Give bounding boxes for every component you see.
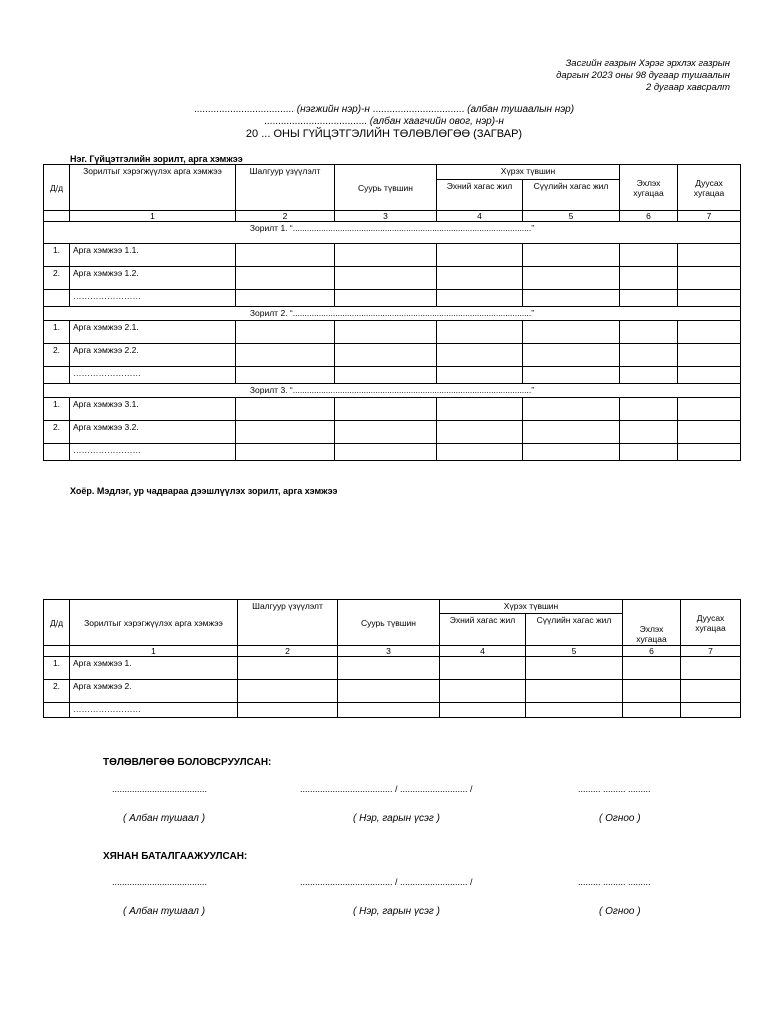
col-start-header: Эхлэх хугацаа (620, 165, 678, 211)
criteria-cell (236, 367, 335, 384)
first-half-cell (440, 657, 526, 680)
first-half-cell (437, 321, 523, 344)
row-number (44, 703, 70, 718)
base-cell (335, 367, 437, 384)
table-row (44, 290, 741, 307)
start-cell (620, 321, 678, 344)
col-dd-header: Д/д (44, 165, 70, 211)
col-number: 5 (526, 646, 623, 657)
start-cell (620, 290, 678, 307)
second-half-cell (526, 703, 623, 718)
measure-cell: Арга хэмжээ 3.1. (70, 398, 236, 421)
goal-3-close: ” (531, 385, 535, 395)
start-cell (620, 398, 678, 421)
table-row (44, 398, 741, 421)
col-number: 1 (70, 646, 238, 657)
measure-cell: Арга хэмжээ 1.2. (70, 267, 236, 290)
second-half-cell (523, 290, 620, 307)
header-line-2 (0, 116, 768, 127)
prepared-date-dots: ......... ......... ......... (578, 784, 651, 794)
unit-name-label: (нэгжийн нэр)-н (296, 104, 370, 115)
table-row (44, 367, 741, 384)
first-half-cell (437, 444, 523, 461)
first-half-cell (437, 367, 523, 384)
prepared-name-label: ( Нэр, гарын үсэг ) (353, 813, 440, 824)
approval-line-2: даргын 2023 оны 98 дугаар тушаалын (556, 70, 730, 81)
start-cell (620, 267, 678, 290)
start-cell (623, 703, 681, 718)
end-cell (678, 267, 741, 290)
first-half-cell (437, 421, 523, 444)
verified-date-label: ( Огноо ) (599, 906, 641, 917)
base-cell (335, 267, 437, 290)
second-half-cell (523, 267, 620, 290)
base-cell (335, 398, 437, 421)
criteria-cell (238, 703, 338, 718)
measure-cell: Арга хэмжээ 2. (70, 680, 238, 703)
col-criteria-header: Шалгуур үзүүлэлт (238, 600, 338, 646)
first-half-cell (440, 703, 526, 718)
row-number: 1. (44, 657, 70, 680)
unit-name-dots: .................................... (193, 104, 294, 115)
base-cell (335, 290, 437, 307)
section-1-title: Нэг. Гүйцэтгэлийн зорилт, арга хэмжээ (70, 154, 243, 164)
criteria-cell (236, 290, 335, 307)
col-number-blank (44, 646, 70, 657)
col-start-header: Эхлэх хугацаа (623, 600, 681, 646)
second-half-cell (523, 398, 620, 421)
col-first-half-header: Эхний хагас жил (440, 614, 526, 646)
verified-name-dots: ..................................... / ........................... / (300, 877, 473, 887)
col-number: 4 (437, 211, 523, 222)
col-end-header: Дуусах хугацаа (678, 165, 741, 211)
row-number: 2. (44, 680, 70, 703)
col-level-header: Хүрэх түвшин (437, 165, 620, 180)
start-cell (623, 657, 681, 680)
measure-cell: Арга хэмжээ 3.2. (70, 421, 236, 444)
position-dots: ................................. (372, 104, 465, 115)
end-cell (681, 657, 741, 680)
col-number: 6 (620, 211, 678, 222)
row-number: 1. (44, 321, 70, 344)
criteria-cell (236, 421, 335, 444)
employee-name-dots: ..................................... (264, 116, 367, 127)
goal-2-label: Зорилт 2. “ (249, 308, 293, 318)
end-cell (678, 290, 741, 307)
end-cell (681, 680, 741, 703)
second-half-cell (523, 244, 620, 267)
header-line-1 (0, 104, 768, 115)
approval-line-3: 2 дугаар хавсралт (645, 82, 730, 93)
measure-cell: …………………… (70, 290, 236, 307)
col-number: 3 (335, 211, 437, 222)
verified-position-label: ( Албан тушаал ) (123, 906, 206, 917)
second-half-cell (523, 367, 620, 384)
prepared-date-label: ( Огноо ) (599, 813, 641, 824)
end-cell (678, 344, 741, 367)
goal-3-dots: ..................................................................................................... (292, 385, 532, 395)
table-row (44, 657, 741, 680)
section-2-title: Хоёр. Мэдлэг, ур чадвараа дээшлүүлэх зорилт, арга хэмжээ (70, 486, 338, 496)
goal-2-close: ” (531, 308, 535, 318)
col-number: 2 (236, 211, 335, 222)
table-row (44, 244, 741, 267)
measure-cell: …………………… (70, 703, 238, 718)
col-base-header: Суурь түвшин (338, 600, 440, 646)
start-cell (620, 367, 678, 384)
row-number: 2. (44, 344, 70, 367)
col-number: 6 (623, 646, 681, 657)
prepared-name-dots: ..................................... / ........................... / (300, 784, 473, 794)
goal-3-row (44, 384, 741, 398)
col-second-half-header: Сүүлийн хагас жил (523, 180, 620, 211)
second-half-cell (523, 444, 620, 461)
table-row (44, 703, 741, 718)
col-number: 3 (338, 646, 440, 657)
row-number: 1. (44, 398, 70, 421)
goal-3-label: Зорилт 3. “ (249, 385, 293, 395)
table-row (44, 680, 741, 703)
base-cell (338, 703, 440, 718)
col-end-header: Дуусах хугацаа (681, 600, 741, 646)
end-cell (678, 244, 741, 267)
goal-2-row (44, 307, 741, 321)
section-2-table (43, 599, 741, 718)
row-number: 2. (44, 267, 70, 290)
base-cell (335, 444, 437, 461)
start-cell (620, 344, 678, 367)
row-number (44, 367, 70, 384)
first-half-cell (437, 290, 523, 307)
verified-name-label: ( Нэр, гарын үсэг ) (353, 906, 440, 917)
table-row (44, 267, 741, 290)
criteria-cell (238, 680, 338, 703)
end-cell (678, 321, 741, 344)
start-cell (620, 244, 678, 267)
first-half-cell (440, 680, 526, 703)
end-cell (678, 367, 741, 384)
row-number: 1. (44, 244, 70, 267)
verified-position-dots: ...................................... (112, 877, 208, 887)
goal-1-dots: ..................................................................................................... (292, 223, 532, 233)
measure-cell: Арга хэмжээ 1. (70, 657, 238, 680)
col-second-half-header: Сүүлийн хагас жил (526, 614, 623, 646)
approval-line-1: Засгийн газрын Хэрэг эрхлэх газрын (565, 58, 730, 69)
goal-1-row (44, 222, 741, 244)
criteria-cell (236, 244, 335, 267)
verified-date-dots: ......... ......... ......... (578, 877, 651, 887)
measure-cell: …………………… (70, 367, 236, 384)
measure-cell: …………………… (70, 444, 236, 461)
second-half-cell (523, 321, 620, 344)
col-number: 5 (523, 211, 620, 222)
document-title: 20 ... ОНЫ ГҮЙЦЭТГЭЛИЙН ТӨЛӨВЛӨГӨӨ (ЗАГВАР) (245, 128, 523, 140)
goal-1-label: Зорилт 1. “ (249, 223, 293, 233)
goal-2-dots: ..................................................................................................... (292, 308, 532, 318)
col-base-header: Суурь түвшин (335, 165, 437, 211)
end-cell (678, 444, 741, 461)
col-first-half-header: Эхний хагас жил (437, 180, 523, 211)
col-measure-header: Зорилтыг хэрэгжүүлэх арга хэмжээ (70, 600, 238, 646)
base-cell (338, 657, 440, 680)
second-half-cell (523, 421, 620, 444)
first-half-cell (437, 267, 523, 290)
end-cell (681, 703, 741, 718)
base-cell (335, 244, 437, 267)
criteria-cell (236, 321, 335, 344)
second-half-cell (526, 657, 623, 680)
prepared-position-label: ( Албан тушаал ) (123, 813, 206, 824)
row-number (44, 290, 70, 307)
end-cell (678, 398, 741, 421)
criteria-cell (236, 344, 335, 367)
criteria-cell (236, 267, 335, 290)
col-number: 1 (70, 211, 236, 222)
col-level-header: Хүрэх түвшин (440, 600, 623, 614)
criteria-cell (236, 444, 335, 461)
base-cell (335, 321, 437, 344)
measure-cell: Арга хэмжээ 1.1. (70, 244, 236, 267)
measure-cell: Арга хэмжээ 2.2. (70, 344, 236, 367)
col-measure-header: Зорилтыг хэрэгжүүлэх арга хэмжээ (70, 165, 236, 211)
approval-note (556, 58, 730, 94)
employee-name-label: (албан хаагчийн овог, нэр)-н (369, 116, 504, 127)
base-cell (335, 344, 437, 367)
table-row (44, 344, 741, 367)
position-label: (албан тушаалын нэр) (467, 104, 575, 115)
first-half-cell (437, 344, 523, 367)
first-half-cell (437, 398, 523, 421)
end-cell (678, 421, 741, 444)
goal-1-close: ” (531, 223, 535, 233)
col-number: 2 (238, 646, 338, 657)
col-dd-header: Д/д (44, 600, 70, 646)
start-cell (623, 680, 681, 703)
col-number: 7 (678, 211, 741, 222)
table-row (44, 421, 741, 444)
verified-by-title: ХЯНАН БАТАЛГААЖУУЛСАН: (103, 851, 248, 862)
col-number: 4 (440, 646, 526, 657)
start-cell (620, 444, 678, 461)
measure-cell: Арга хэмжээ 2.1. (70, 321, 236, 344)
table-row (44, 444, 741, 461)
prepared-by-title: ТӨЛӨВЛӨГӨӨ БОЛОВСРУУЛСАН: (103, 757, 272, 768)
base-cell (338, 680, 440, 703)
base-cell (335, 421, 437, 444)
second-half-cell (526, 680, 623, 703)
criteria-cell (236, 398, 335, 421)
col-criteria-header: Шалгуур үзүүлэлт (236, 165, 335, 211)
col-number: 7 (681, 646, 741, 657)
section-1-table (43, 164, 741, 461)
criteria-cell (238, 657, 338, 680)
second-half-cell (523, 344, 620, 367)
row-number (44, 444, 70, 461)
start-cell (620, 421, 678, 444)
prepared-position-dots: ...................................... (112, 784, 208, 794)
row-number: 2. (44, 421, 70, 444)
first-half-cell (437, 244, 523, 267)
col-number-blank (44, 211, 70, 222)
table-row (44, 321, 741, 344)
